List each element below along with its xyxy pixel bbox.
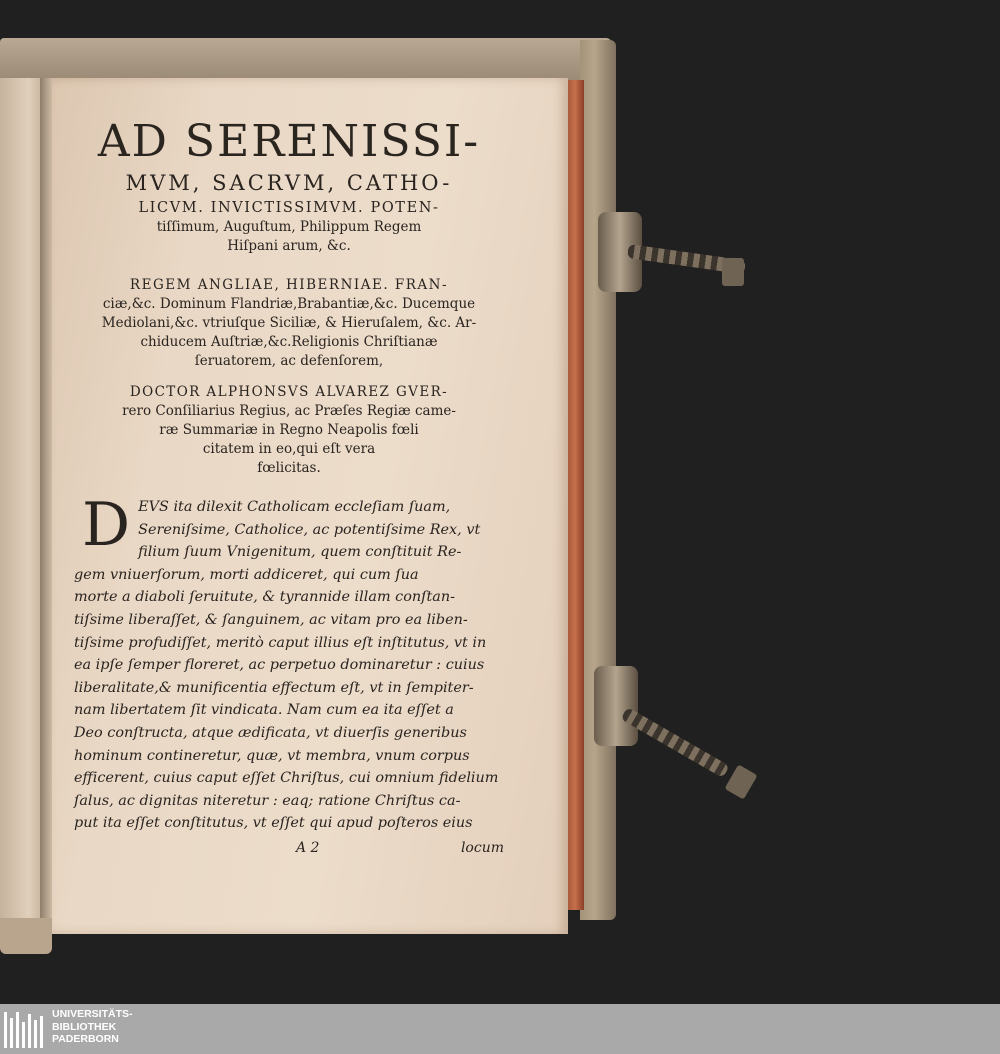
lower-clasp (594, 666, 764, 816)
catchword: locum (460, 839, 504, 856)
author-line: ræ Summariæ in Regno Neapolis fœli (159, 422, 419, 438)
body-line: put ita eſſet conſtitutus, vt eſſet qui apud poſteros eius (74, 815, 473, 832)
author-block (74, 383, 504, 478)
dedication-line: REGEM ANGLIAE, HIBERNIAE. FRAN- (129, 277, 449, 293)
author-line: citatem in eo,qui eſt vera (202, 441, 376, 457)
body-line: tiſsime liberaſſet, & ſanguinem, ac vitam pro ea liben- (74, 611, 468, 628)
library-name (52, 1008, 133, 1046)
dedication-line: chiducem Auſtriæ,&c.Religionis Chriſtianæ (140, 334, 438, 350)
library-name-line: BIBLIOTHEK (52, 1020, 117, 1033)
subtitle-line: tiſſimum, Auguſtum, Philippum Regem (156, 219, 422, 235)
body-text (74, 490, 504, 859)
drop-capital: D (82, 490, 131, 560)
subtitle-line: LICVM. INVICTISSIMVM. POTEN- (138, 200, 440, 216)
library-footer (0, 1004, 1000, 1054)
dedication-line: ciæ,&c. Dominum Flandriæ,Brabantiæ,&c. Ducemque (102, 296, 476, 312)
body-line: ſalus, ac dignitas niteretur : eaq; ratione Chriſtus ca- (74, 792, 461, 809)
university-library-logo-icon (2, 1008, 48, 1052)
body-line: Sereniſsime, Catholice, ac potentiſsime Rex, vt (138, 521, 481, 538)
body-line: ea ipſe ſemper floreret, ac perpetuo dominaretur : cuius (74, 657, 485, 674)
upper-clasp (598, 212, 748, 312)
body-line: Deo conſtructa, atque ædificata, vt diuerſis generibus (74, 724, 467, 741)
page-edges (566, 80, 584, 910)
subtitle-line: MVM, SACRVM, CATHO- (125, 171, 453, 195)
body-line: EVS ita dilexit Catholicam eccleſiam ſuam, (138, 499, 451, 515)
author-line: fœlicitas. (257, 460, 321, 476)
library-name-line: PADERBORN (52, 1033, 119, 1045)
body-line: hominum contineretur, quæ, vt membra, vnum corpus (74, 747, 470, 764)
signature-line (74, 837, 504, 859)
page-title: AD SERENISSI- (97, 116, 481, 167)
body-line: liberalitate,& munificentia effectum eſt, vt in ſempiter- (74, 679, 474, 696)
left-page-bottom (0, 918, 52, 954)
body-line: efficerent, cuius caput eſſet Chriſtus, cui omnium fidelium (74, 770, 499, 787)
dedication-line: ſeruatorem, ac defenſorem, (194, 353, 384, 369)
signature-mark: A 2 (296, 839, 320, 856)
author-line: rero Conſiliarius Regius, ac Præſes Regiæ came- (122, 403, 456, 419)
body-line: tiſsime profudiſſet, meritò caput illius eſt inſtitutus, vt in (74, 634, 487, 651)
title-page (52, 78, 568, 934)
subtitle-line: Hiſpani arum, &c. (227, 238, 351, 254)
page-text (74, 118, 504, 859)
author-line: DOCTOR ALPHONSVS ALVAREZ GVER- (129, 384, 449, 400)
dedication-line: Mediolani,&c. vtriuſque Siciliæ, & Hieruſalem, &c. Ar- (101, 315, 477, 331)
library-name-line: UNIVERSITÄTS- (52, 1008, 133, 1020)
book-cover-top (0, 38, 612, 80)
body-line: nam libertatem ſit vindicata. Nam cum ea ita eſſet a (74, 702, 454, 719)
body-line: morte a diaboli ſeruitute, & tyrannide illam conſtan- (74, 589, 455, 606)
body-line: gem vniuerſorum, morti addiceret, qui cum ſua (74, 566, 419, 583)
body-line: filium ſuum Vnigenitum, quem conſtituit Re- (138, 544, 462, 561)
dedication-regem (74, 276, 504, 371)
